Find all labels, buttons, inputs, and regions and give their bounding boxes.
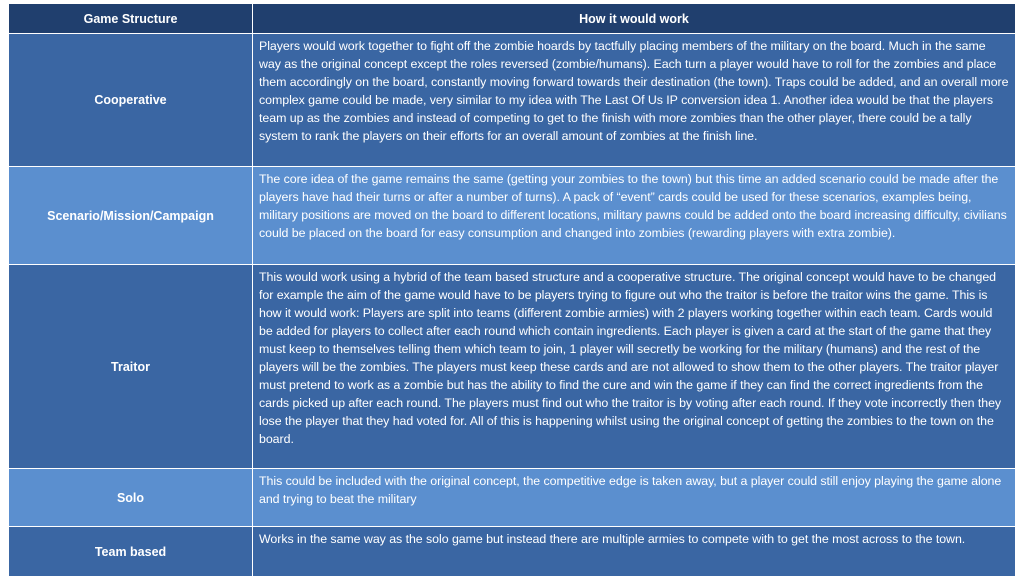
structure-name: Traitor <box>9 265 253 469</box>
table-row <box>9 469 1016 527</box>
structure-description: This would work using a hybrid of the team based structure and a cooperative structure. The original concept would have to be changed for example the aim of the game would have to be players trying to figure out who the traitor is before the traitor wins the game. This is how it would work: Players are split into teams (different zombie armies) with 2 players working together within each team. Cards would be added for players to collect after each round which contain ingredients. Each player is given a card at the start of the game that they must keep to themselves telling them which team to join, 1 player will secretly be working for the military (humans) and the rest of the players will be the zombies. The players must keep these cards and are not allowed to show them to the other players. The traitor player must pretend to work as a zombie but has the ability to find the cure and win the game if they can find the correct ingredients from the cards picked up after each round. The players must find out who the traitor is by voting after each round. If they vote incorrectly then they lose the player that they had voted for. All of this is happening whilst using the original concept of getting the zombies to the town on the board. <box>253 265 1016 469</box>
table-row <box>9 527 1016 577</box>
structure-name: Solo <box>9 469 253 527</box>
table-row <box>9 167 1016 265</box>
structure-name: Cooperative <box>9 34 253 167</box>
table-row <box>9 34 1016 167</box>
header-game-structure: Game Structure <box>9 4 253 34</box>
header-how-it-would-work: How it would work <box>253 4 1016 34</box>
table-header-row <box>9 4 1016 34</box>
structure-name: Scenario/Mission/Campaign <box>9 167 253 265</box>
structure-description: Players would work together to fight off the zombie hoards by tactfully placing members of the military on the board. Much in the same way as the original concept except the roles reversed (zombie/humans). Each turn a player would have to roll for the zombies and place them accordingly on the board, constantly moving forward towards their destination (the town). Traps could be added, and an overall more complex game could be made, very similar to my idea with The Last Of Us IP conversion idea 1. Another idea would be that the players team up as the zombies and instead of competing to get to the finish with more zombies than the other player, there could be a tally system to rank the players on their efforts for an overall amount of zombies at the finish line. <box>253 34 1016 167</box>
structure-description: The core idea of the game remains the same (getting your zombies to the town) but this time an added scenario could be made after the players have had their turns or after a number of turns). A pack of “event” cards could be used for these scenarios, examples being, military positions are moved on the board to different locations, military pawns could be added onto the board increasing difficulty, civilians could be placed on the board for easy consumption and changed into zombies (rewarding players with extra zombie). <box>253 167 1016 265</box>
structure-name: Team based <box>9 527 253 577</box>
structure-description: This could be included with the original concept, the competitive edge is taken away, but a player could still enjoy playing the game alone and trying to beat the military <box>253 469 1016 527</box>
game-structure-table <box>8 3 1016 577</box>
table-row <box>9 265 1016 469</box>
structure-description: Works in the same way as the solo game but instead there are multiple armies to compete with to get the most across to the town. <box>253 527 1016 577</box>
